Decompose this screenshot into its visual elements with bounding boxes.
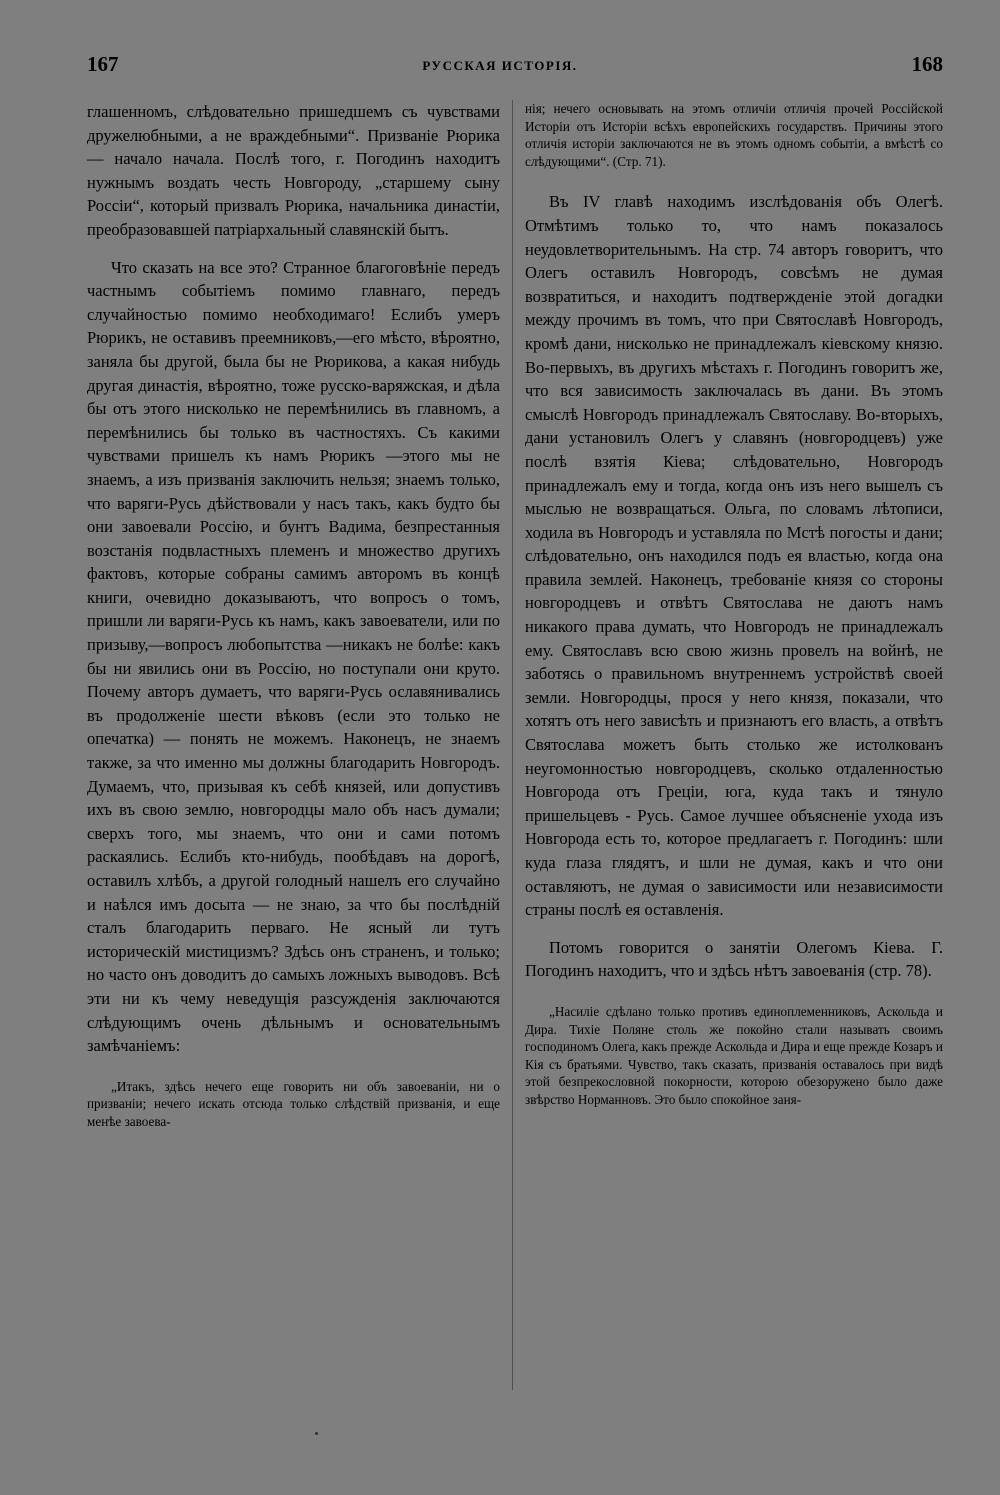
paragraph: Потомъ говорится о занятіи Олегомъ Кіева. Г. Погодинъ находитъ, что и здѣсь нѣтъ завоеванія (стр. 78). <box>525 937 943 981</box>
paragraph: Что сказать на все это? Странное благоговѣніе передъ частнымъ событіемъ помимо главнаго, передъ случайностью помимо необходимаго! Еслибъ умеръ Рюрикъ, не оставивъ преемниковъ,—его мѣсто, вѣроятно, заняла бы другой, была бы не Рюрикова, а какая нибудь другая династія, вѣроятно, тоже русско-варяжская, и дѣла бы отъ этого нисколько не перемѣнились въ главномъ, а перемѣнились бы только въ частностяхъ. Съ какими чувствами пришелъ къ намъ Рюрикъ —этого мы не знаемъ, а изъ призванія заключить нельзя; знаемъ только, что варяги-Русь дѣйствовали у насъ такъ, какъ будто бы они завоевали Россію, и бунтъ Вадима, безпрестанныя возстанія подвластныхъ племенъ и множество другихъ фактовъ, которые собраны самимъ авторомъ въ концѣ книги, очевидно доказываютъ, что вопросъ о томъ, пришли ли варяги-Русь къ намъ, какъ завоеватели, или по призыву,—вопросъ любопытства —никакъ не болѣе: какъ бы ни явились они въ Россію, но поступали они круто. Почему авторъ думаетъ, что варяги-Русь ославянивались въ продолженіе шести вѣковъ (если это только не опечатка) — понять не можемъ. Наконецъ, не знаемъ также, за что именно мы должны благодарить Новгородъ. Думаемъ, что, призывая къ себѣ князей, или допустивъ ихъ въ свою землю, новгородцы мало объ насъ думали; сверхъ того, мы знаемъ, что они и сами потомъ раскаялись. Еслибъ кто-нибудь, пообѣдавъ на дорогѣ, оставилъ хлѣбъ, а другой голодный нашелъ его случайно и наѣлся имъ досыта — не знаю, за что бы послѣдній сталъ благодарить перваго. Не ясный ли тутъ историческій мистицизмъ? Здѣсь онъ страненъ, и только; но часто онъ доводитъ до самыхъ ложныхъ выводовъ. Всѣ эти ни къ чему неведущія разсужденія заключаются слѣдующимъ очень дѣльнымъ и основательнымъ замѣчаніемъ: <box>87 257 500 1056</box>
column-divider <box>512 100 513 1390</box>
running-title: РУССКАЯ ИСТОРІЯ. <box>422 58 578 73</box>
block-quote: „Итакъ, здѣсь нечего еще говорить ни объ завоеваніи, ни о призваніи; нечего искать отсюда только слѣдствій призванія, и еще менѣе завоева- <box>87 1078 500 1129</box>
block-quote: „Насиліе сдѣлано только противъ единоплеменниковъ, Аскольда и Дира. Тихіе Поляне столь же покойно стали называть своимъ господиномъ Олега, какъ прежде Аскольда и Дира и еще прежде Козаръ и Кія съ братьями. Чувство, такъ сказать, призванія оставалось при видѣ этой безпрекословной покорности, которою обезоружено было даже звѣрство Норманновъ. Это было спокойное заня- <box>525 1003 943 1107</box>
block-quote-continued: нія; нечего основывать на этомъ отличіи отличія прочей Россійской Исторіи отъ Исторіи всѣхъ европейскихъ государствъ. Причины этого отличія исторіи заключаются не въ этомъ одномъ событіи, а вмѣстѣ со слѣдующими“. (Стр. 71). <box>525 101 943 169</box>
right-column <box>525 100 943 1109</box>
paragraph: глашенномъ, слѣдовательно пришедшемъ съ чувствами дружелюбными, а не враждебными“. Призваніе Рюрика — начало начала. Послѣ того, г. Погодинъ находитъ нужнымъ воздать честь Новгороду, „старшему сыну Россіи“, который призвалъ Рюрика, начальника династіи, преобразовавшей патріархальный славянскій бытъ. <box>87 102 500 239</box>
paragraph: Въ IV главѣ находимъ изслѣдованія объ Олегѣ. Отмѣтимъ только то, что намъ показалось неудовлетворительнымъ. На стр. 74 авторъ говоритъ, что Олегъ оставилъ Новгородъ, совсѣмъ не думая возвратиться, и находитъ подтвержденіе этой догадки между прочимъ въ томъ, что при Святославѣ Новгородъ, кромѣ дани, нисколько не принадлежалъ кіевскому князю. Во-первыхъ, въ другихъ мѣстахъ г. Погодинъ говоритъ же, что вся зависимость заключалась въ дани. Въ этомъ смыслѣ Новгородъ принадлежалъ Святославу. Во-вторыхъ, дани установилъ Олегъ у славянъ (новгородцевъ) уже послѣ взятія Кіева; слѣдовательно, Новгородъ принадлежалъ ему и тогда, когда онъ изъ него вышелъ съ мыслью не возвращаться. Ольга, по словамъ лѣтописи, ходила въ Новгородъ и уставляла по Мстѣ погосты и дани; слѣдовательно, онъ находился подъ ея властью, когда она правила землей. Наконецъ, требованіе князя со стороны новгородцевъ и отвѣтъ Святослава не даютъ намъ никакого права думать, что Новгородъ не принадлежалъ ему. Святославъ всю свою жизнь провелъ на войнѣ, не заботясь о правильномъ внутреннемъ устройствѣ своей земли. Новгородцы, прося у него князя, показали, что хотятъ отъ него зависѣть и признаютъ его власть, а отвѣтъ Святослава можетъ быть столько же истолкованъ неугомонностью новгородцевъ, сколько отдаленностью Новгорода отъ Греціи, юга, куда такъ и тянуло пришельцевъ - Русь. Самое лучшее объясненіе ухода изъ Новгорода есть то, которое предлагаетъ г. Погодинъ: шли куда глаза глядятъ, и шли не думая, какъ и что они оставляютъ, не думая о зависимости или независимости страны послѣ ея оставленія. <box>525 192 943 920</box>
page-number-right: 168 <box>911 52 943 76</box>
page-header <box>0 52 1000 86</box>
left-column <box>87 100 500 1131</box>
page-number-left: 167 <box>87 52 119 76</box>
print-speck <box>315 1432 318 1435</box>
